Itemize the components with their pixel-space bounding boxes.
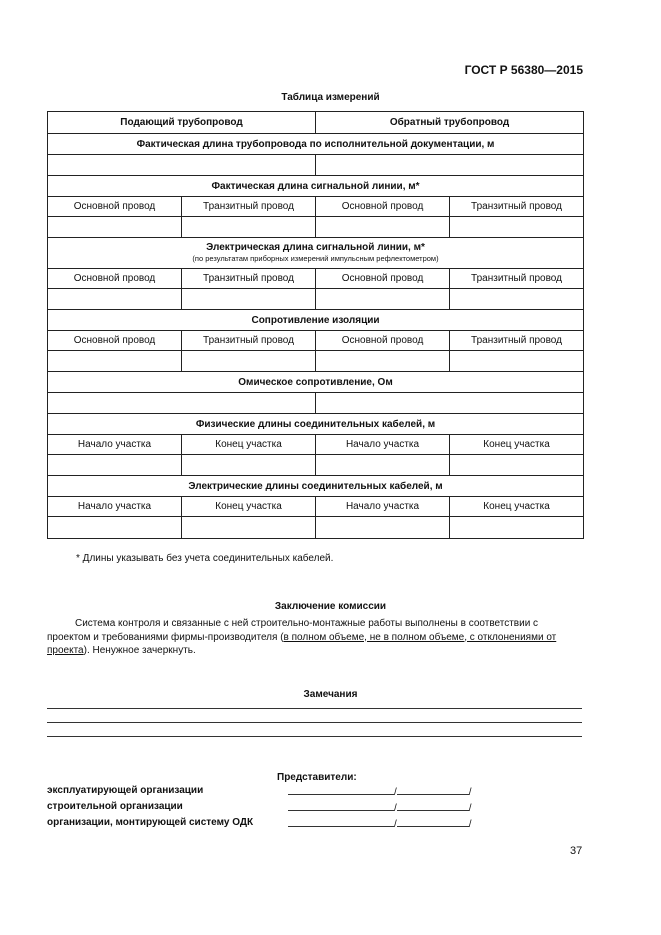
cell-empty — [316, 393, 584, 414]
cell-empty — [48, 517, 182, 539]
row-ohmic-resistance: Омическое сопротивление, Ом — [48, 372, 584, 393]
cell-empty — [316, 289, 450, 310]
cell-main-wire: Основной провод — [316, 331, 450, 351]
cell-empty — [450, 455, 584, 476]
cell-empty — [48, 393, 316, 414]
conclusion-options: в полном объеме, не в полном объеме, с отклонениями от проекта — [47, 631, 557, 656]
remarks-title: Замечания — [303, 689, 358, 700]
representatives-title: Представители: — [277, 772, 357, 783]
cell-section-end: Конец участка — [182, 497, 316, 517]
cell-empty — [450, 289, 584, 310]
conclusion-title: Заключение комиссии — [274, 601, 387, 612]
cell-empty — [182, 455, 316, 476]
measurements-table — [47, 111, 584, 539]
conclusion-text-end: ). Ненужное зачеркнуть. — [83, 645, 196, 656]
cell-main-wire: Основной провод — [48, 331, 182, 351]
installing-organization-label: организации, монтирующей систему ОДК — [47, 817, 254, 828]
table-footnote: * Длины указывать без учета соединительных кабелей. — [76, 553, 334, 564]
cell-section-start: Начало участка — [48, 497, 182, 517]
row-physical-cable-lengths: Физические длины соединительных кабелей, м — [48, 414, 584, 435]
electrical-signal-length-note: (по результатам приборных измерений импульсным рефлектометром) — [192, 254, 439, 263]
cell-empty — [316, 455, 450, 476]
cell-section-end: Конец участка — [450, 497, 584, 517]
table-title: Таблица измерений — [281, 92, 380, 103]
cell-transit-wire: Транзитный провод — [182, 269, 316, 289]
signature-blank — [288, 801, 394, 811]
cell-empty — [48, 155, 316, 176]
operating-organization-label: эксплуатирующей организации — [47, 785, 204, 796]
signature-slash: / — [468, 803, 472, 814]
electrical-signal-length-label: Электрическая длина сигнальной линии, м* — [206, 242, 425, 253]
remarks-line — [47, 708, 582, 709]
signature-slash: / — [468, 787, 472, 798]
signature-slash: / — [394, 803, 397, 814]
remarks-line — [47, 722, 582, 723]
name-blank — [397, 785, 469, 795]
remarks-line — [47, 736, 582, 737]
cell-empty — [316, 217, 450, 238]
signature-blank — [288, 785, 394, 795]
cell-main-wire: Основной провод — [48, 269, 182, 289]
cell-empty — [48, 217, 182, 238]
cell-section-end: Конец участка — [450, 435, 584, 455]
cell-main-wire: Основной провод — [316, 197, 450, 217]
cell-empty — [316, 155, 584, 176]
name-blank — [397, 817, 469, 827]
cell-section-start: Начало участка — [316, 497, 450, 517]
cell-empty — [182, 517, 316, 539]
conclusion-text-start: Система контроля и связанные с ней строительно-монтажные работы выполнены в соответствии с проектом и требованиями фирмы-производителя ( — [47, 618, 539, 643]
standard-number: ГОСТ Р 56380—2015 — [464, 63, 583, 77]
cell-empty — [450, 217, 584, 238]
cell-transit-wire: Транзитный провод — [182, 197, 316, 217]
cell-empty — [48, 289, 182, 310]
cell-transit-wire: Транзитный провод — [450, 269, 584, 289]
cell-empty — [48, 351, 182, 372]
cell-empty — [450, 351, 584, 372]
installing-signature-line — [288, 817, 472, 830]
row-actual-pipe-length: Фактическая длина трубопровода по исполнительной документации, м — [48, 134, 584, 155]
cell-section-start: Начало участка — [316, 435, 450, 455]
signature-slash: / — [394, 819, 397, 830]
cell-transit-wire: Транзитный провод — [182, 331, 316, 351]
page-number: 37 — [570, 845, 583, 857]
cell-section-start: Начало участка — [48, 435, 182, 455]
cell-empty — [182, 351, 316, 372]
conclusion-text — [47, 617, 583, 658]
cell-empty — [316, 517, 450, 539]
header-supply-pipeline: Подающий трубопровод — [48, 112, 316, 134]
construction-signature-line — [288, 801, 472, 814]
operating-signature-line — [288, 785, 472, 798]
cell-section-end: Конец участка — [182, 435, 316, 455]
row-insulation-resistance: Сопротивление изоляции — [48, 310, 584, 331]
name-blank — [397, 801, 469, 811]
signature-blank — [288, 817, 394, 827]
cell-empty — [450, 517, 584, 539]
row-electrical-signal-length — [48, 238, 584, 269]
cell-empty — [316, 351, 450, 372]
signature-slash: / — [394, 787, 397, 798]
cell-main-wire: Основной провод — [316, 269, 450, 289]
cell-transit-wire: Транзитный провод — [450, 197, 584, 217]
cell-main-wire: Основной провод — [48, 197, 182, 217]
header-return-pipeline: Обратный трубопровод — [316, 112, 584, 134]
row-electrical-cable-lengths: Электрические длины соединительных кабелей, м — [48, 476, 584, 497]
cell-empty — [48, 455, 182, 476]
cell-empty — [182, 217, 316, 238]
construction-organization-label: строительной организации — [47, 801, 183, 812]
cell-empty — [182, 289, 316, 310]
signature-slash: / — [468, 819, 472, 830]
cell-transit-wire: Транзитный провод — [450, 331, 584, 351]
row-actual-signal-length: Фактическая длина сигнальной линии, м* — [48, 176, 584, 197]
